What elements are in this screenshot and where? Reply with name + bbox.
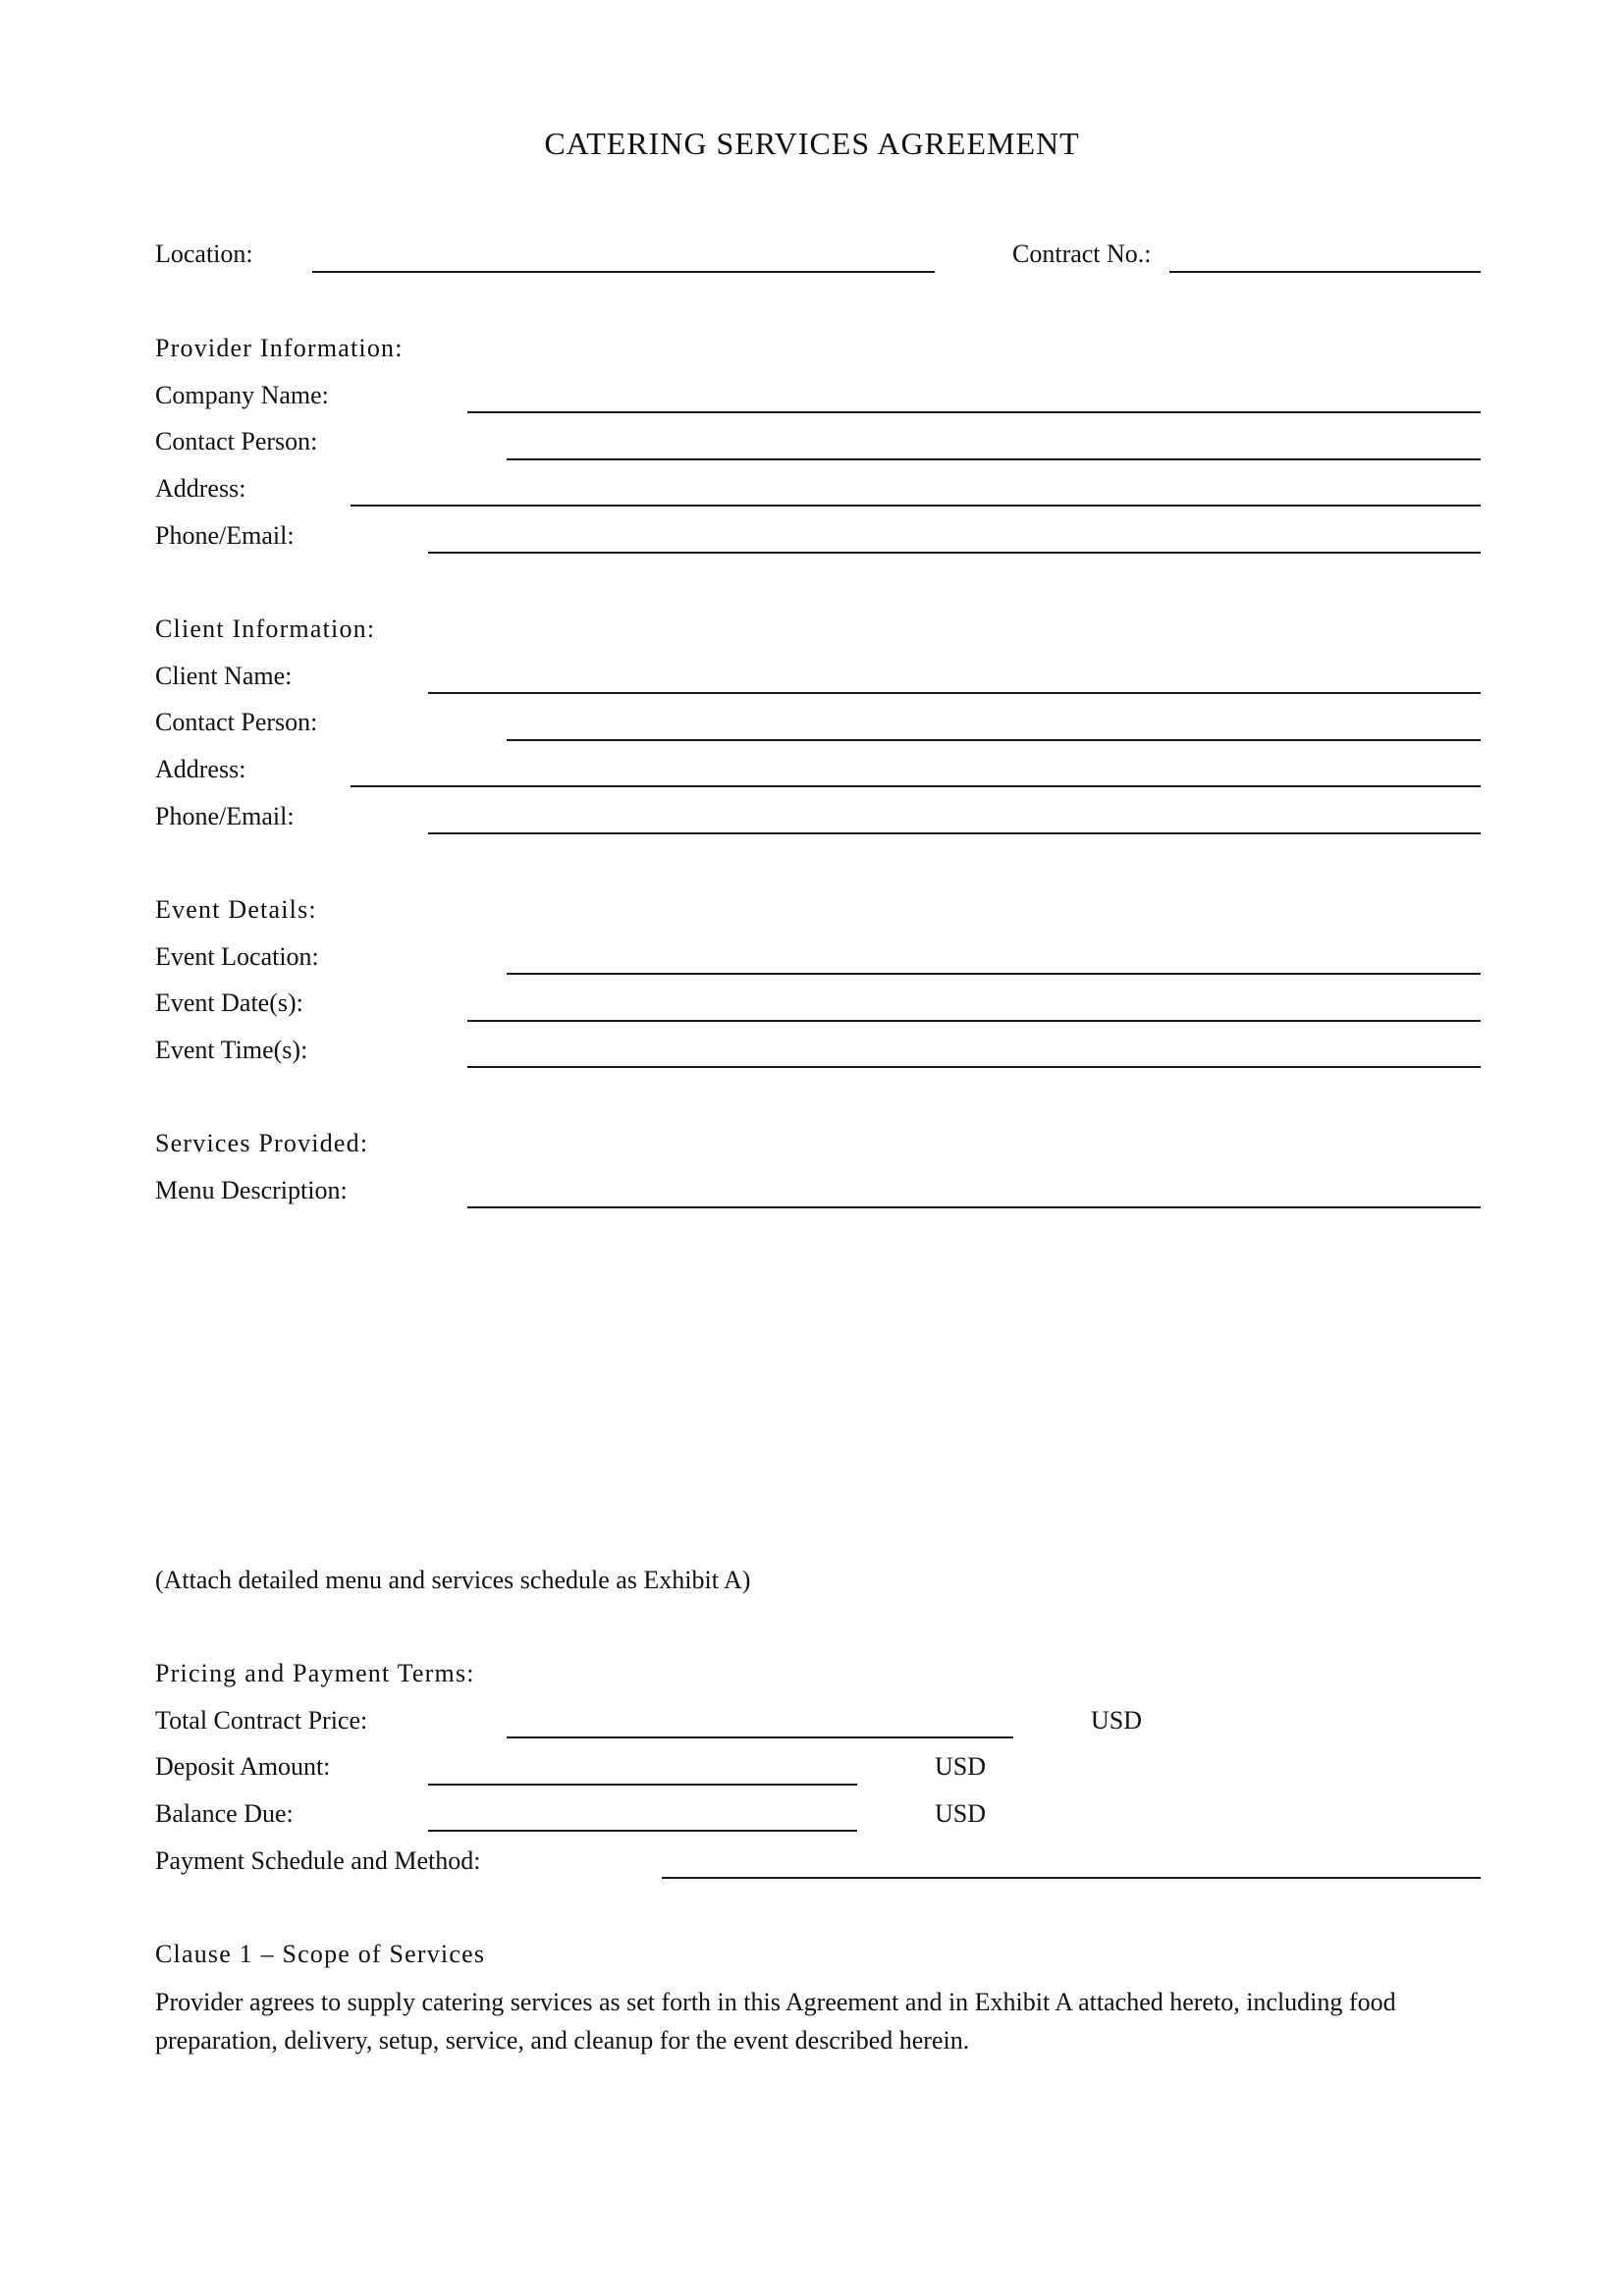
event-location-label: Event Location: [155, 942, 319, 971]
event-location-field[interactable] [507, 973, 1481, 975]
clause-1-text: Provider agrees to supply catering services as set forth in this Agreement and in Exhibit A attached hereto, including food preparation, delivery, setup, service, and cleanup for the event described herein. [155, 1988, 1396, 2055]
event-dates-field[interactable] [467, 1020, 1481, 1022]
services-heading: Services Provided: [155, 1129, 369, 1157]
total-price-field[interactable] [507, 1736, 1013, 1738]
client-name-label: Client Name: [155, 662, 293, 690]
event-dates-label: Event Date(s): [155, 988, 303, 1017]
payment-schedule-field[interactable] [662, 1877, 1481, 1879]
balance-due-label: Balance Due: [155, 1799, 294, 1828]
event-times-label: Event Time(s): [155, 1036, 308, 1064]
provider-phone-email-field[interactable] [428, 552, 1481, 554]
exhibit-note: (Attach detailed menu and services schedule as Exhibit A) [155, 1566, 751, 1594]
contract-no-label: Contract No.: [1012, 240, 1152, 268]
provider-contact-person-label: Contact Person: [155, 427, 318, 455]
provider-address-field[interactable] [351, 505, 1481, 507]
client-contact-person-field[interactable] [507, 739, 1481, 741]
provider-company-name-label: Company Name: [155, 381, 329, 409]
provider-company-name-field[interactable] [467, 411, 1481, 413]
provider-address-label: Address: [155, 474, 246, 503]
client-phone-email-field[interactable] [428, 832, 1481, 834]
balance-due-field[interactable] [428, 1830, 857, 1832]
client-address-field[interactable] [351, 785, 1481, 787]
deposit-amount-label: Deposit Amount: [155, 1752, 331, 1781]
provider-contact-person-field[interactable] [507, 458, 1481, 460]
client-name-field[interactable] [428, 692, 1481, 694]
deposit-currency: USD [935, 1752, 987, 1781]
balance-currency: USD [935, 1799, 987, 1828]
client-contact-person-label: Contact Person: [155, 708, 318, 736]
event-times-field[interactable] [467, 1066, 1481, 1068]
client-phone-email-label: Phone/Email: [155, 802, 295, 830]
pricing-heading: Pricing and Payment Terms: [155, 1659, 475, 1687]
menu-description-label: Menu Description: [155, 1176, 348, 1204]
event-heading: Event Details: [155, 895, 317, 924]
document-title: CATERING SERVICES AGREEMENT [544, 126, 1080, 161]
provider-phone-email-label: Phone/Email: [155, 521, 295, 550]
deposit-amount-field[interactable] [428, 1784, 857, 1786]
payment-schedule-label: Payment Schedule and Method: [155, 1846, 481, 1875]
total-price-currency: USD [1091, 1706, 1143, 1735]
client-heading: Client Information: [155, 614, 376, 643]
clause-1-heading: Clause 1 – Scope of Services [155, 1940, 486, 1968]
menu-description-field[interactable] [467, 1206, 1481, 1208]
contract-no-field[interactable] [1169, 271, 1481, 273]
client-address-label: Address: [155, 755, 246, 783]
total-price-label: Total Contract Price: [155, 1706, 368, 1735]
location-label: Location: [155, 240, 253, 268]
location-field[interactable] [312, 271, 935, 273]
provider-heading: Provider Information: [155, 334, 404, 362]
